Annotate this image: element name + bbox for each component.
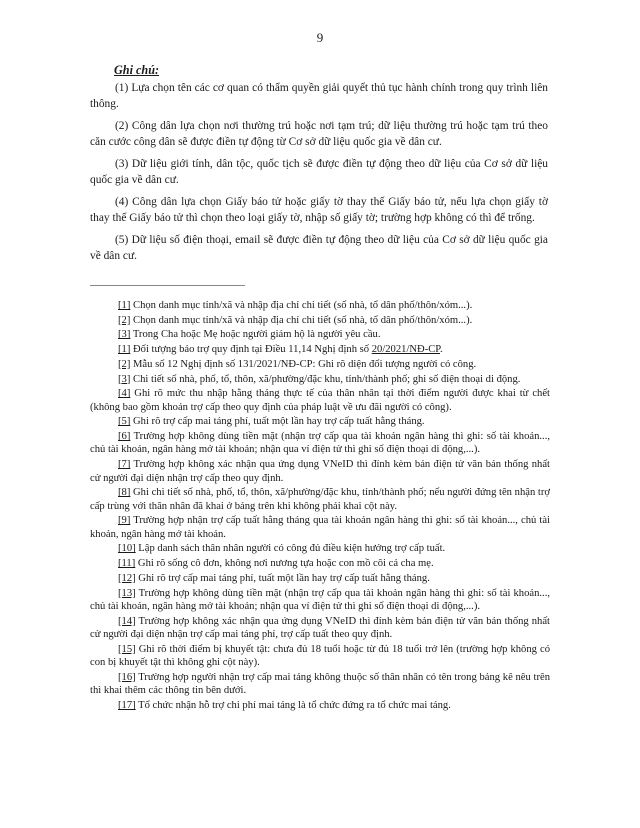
footnote-text: Lập danh sách thân nhân người có công đủ điều kiện hưởng trợ cấp tuất.	[135, 543, 446, 555]
footnote-ref[interactable]: [1]	[118, 300, 131, 311]
footnote-ref[interactable]: [1]	[118, 344, 131, 356]
note-item: (2) Công dân lựa chọn nơi thường trú hoặc nơi tạm trú; dữ liệu thường trú hoặc tạm trú theo căn cước công dân sẽ được điền tự động từ Cơ sở dữ liệu quốc gia về dân cư.	[90, 120, 548, 148]
footnote-item	[90, 299, 550, 312]
footnote-item	[90, 587, 550, 614]
footnote-item	[90, 643, 550, 670]
footnote-text: Trường hợp không xác nhận qua ứng dụng VNeID thì đính kèm bản điện tử văn bản thống nhất cử người đại diện nhận trợ cấp mai táng phí, trợ cấp tuất theo quy định.	[90, 615, 550, 641]
footnote-text: Trường hợp không dùng tiền mặt (nhận trợ cấp qua tài khoản ngân hàng thì ghi: số tài khoản..., chủ tài khoản, ngân hàng mở tài khoản; nhận qua ví điện tử thì ghi số điện thoại di động,...).	[90, 431, 550, 456]
footnote-ref[interactable]: [3]	[118, 373, 131, 385]
footnote-text: Đối tượng bảo trợ quy định tại Điều 11,14 Nghị định số	[130, 344, 372, 356]
notes-section	[90, 62, 548, 271]
footnote-item	[90, 387, 550, 414]
footnote-text: Trường hợp không dùng tiền mặt (nhận trợ cấp qua tài khoản ngân hàng thì ghi: số tài khoản..., chủ tài khoản, ngân hàng mở tài khoản; nhận qua ví điện tử thì ghi số điện thoại di động,...).	[90, 587, 550, 612]
footnote-text: Trường hợp nhận trợ cấp tuất hằng tháng qua tài khoản ngân hàng thì ghi: số tài khoản..., chủ tài khoản, ngân hàng mở tài khoản.	[90, 515, 550, 540]
footnote-item	[90, 557, 550, 570]
footnote-ref[interactable]: [17]	[118, 700, 136, 712]
footnote-text: Trong Cha hoặc Mẹ hoặc người giám hộ là người yêu cầu.	[130, 329, 381, 341]
footnote-text: Trường hợp người nhận trợ cấp mai táng không thuộc số thân nhân có tên trong bảng kê nêu trên thì khai thêm các thông tin bên dưới.	[90, 671, 550, 697]
footnote-ref[interactable]: [16]	[118, 671, 136, 683]
footnote-ref[interactable]: [10]	[118, 543, 136, 555]
footnote-ref[interactable]: [5]	[118, 416, 131, 428]
footnote-ref[interactable]: [4]	[118, 388, 131, 400]
footnote-ref[interactable]: [6]	[118, 431, 131, 443]
page-number: 9	[316, 30, 324, 45]
footnote-text: Chọn danh mục tỉnh/xã và nhập địa chỉ chi tiết (số nhà, tổ dân phố/thôn/xóm...).	[130, 314, 473, 326]
footnote-text: Mẫu số 12 Nghị định số 131/2021/NĐ-CP: Ghi rõ diện đối tượng người có công.	[130, 358, 477, 370]
footnote-item	[90, 415, 550, 428]
footnote-ref[interactable]: [12]	[118, 572, 136, 584]
footnote-item	[90, 699, 550, 712]
footnote-item	[90, 486, 550, 513]
footnote-item	[90, 314, 550, 327]
footnote-ref[interactable]: [14]	[118, 615, 136, 627]
footnote-ref[interactable]: [3]	[118, 329, 131, 341]
footnote-text: Ghi rõ thời điểm bị khuyết tật: chưa đủ 18 tuổi hoặc từ đủ 18 tuổi trở lên (trường hợp không có con bị khuyết tật thì không ghi cột này).	[90, 643, 550, 669]
footnote-item	[90, 542, 550, 555]
note-item: (5) Dữ liệu số điện thoại, email sẽ được điền tự động theo dữ liệu của Cơ sở dữ liệu quốc gia về dân cư.	[90, 234, 548, 262]
footnote-ref[interactable]: [2]	[118, 358, 131, 370]
footnote-text: Ghi rõ trợ cấp mai táng phí, tuất một lần hay trợ cấp tuất hằng tháng.	[135, 572, 430, 584]
footnote-item	[90, 373, 550, 386]
footnote-ref[interactable]: [13]	[118, 587, 136, 599]
footnote-item	[90, 358, 550, 371]
footnote-text: Chi tiết số nhà, phố, tổ, thôn, xã/phường/đặc khu, tỉnh/thành phố; ghi số điện thoại di động.	[130, 373, 521, 385]
note-item: (4) Công dân lựa chọn Giấy báo tử hoặc giấy tờ thay thế Giấy báo tử, nếu lựa chọn giấy tờ thay thế Giấy báo tử thì chọn theo loại giấy tờ, nhập số giấy tờ; trường hợp không có thì để trống.	[90, 196, 548, 224]
note-item: (1) Lựa chọn tên các cơ quan có thẩm quyền giải quyết thủ tục hành chính trong quy trình liên thông.	[90, 82, 548, 110]
footnote-text: Trường hợp không xác nhận qua ứng dụng VNeID thì đính kèm bản điện tử văn bản thống nhất cử người đại diện nhận trợ cấp theo quy định.	[90, 459, 550, 484]
footnote-text: Ghi rõ mức thu nhập hằng tháng thực tế của thân nhân tại thời điểm người được khai từ chết (không bao gồm khoản trợ cấp theo quy định của pháp luật về ưu đãi người có công).	[90, 388, 550, 413]
footnote-item	[90, 328, 550, 341]
footnote-item	[90, 430, 550, 457]
footnote-text: Ghi chi tiết số nhà, phố, tổ, thôn, xã/phường/đặc khu, tỉnh/thành phố; nếu người đứng tên nhận trợ cấp trùng với thân nhân đã khai ở bảng trên khi không phải khai cột này.	[90, 487, 550, 512]
footnote-ref[interactable]: [9]	[118, 515, 131, 527]
footnote-text: Tổ chức nhận hỗ trợ chi phí mai táng là tổ chức đứng ra tổ chức mai táng.	[135, 700, 451, 712]
footnote-ref[interactable]: [2]	[118, 314, 131, 326]
footnote-text-tail: .	[440, 344, 443, 356]
footnote-ref[interactable]: [7]	[118, 459, 131, 471]
footnote-ref[interactable]: [8]	[118, 487, 131, 499]
footnotes-section	[90, 299, 550, 714]
footnote-item	[90, 572, 550, 585]
footnote-ref[interactable]: [15]	[118, 643, 136, 655]
note-item: (3) Dữ liệu giới tính, dân tộc, quốc tịch sẽ được điền tự động theo dữ liệu của Cơ sở dữ liệu quốc gia về dân cư.	[90, 158, 548, 186]
footnote-text: Chọn danh mục tỉnh/xã và nhập địa chỉ chi tiết (số nhà, tổ dân phố/thôn/xóm...).	[130, 300, 473, 311]
footnote-text: Ghi rõ trợ cấp mai táng phí, tuất một lần hay trợ cấp tuất hằng tháng.	[130, 416, 425, 428]
footnote-ref[interactable]: [11]	[118, 558, 136, 570]
footnote-item	[90, 458, 550, 485]
footnote-item	[90, 615, 550, 642]
footnote-text: Ghi rõ sống cô đơn, không nơi nương tựa hoặc con mồ côi cả cha mẹ.	[135, 558, 434, 570]
footnote-item	[90, 514, 550, 541]
footnote-item	[90, 671, 550, 698]
notes-heading: Ghi chú:	[114, 63, 160, 77]
footnote-divider	[90, 285, 245, 286]
decree-link[interactable]: 20/2021/NĐ-CP	[371, 344, 440, 356]
footnote-item	[90, 343, 550, 356]
